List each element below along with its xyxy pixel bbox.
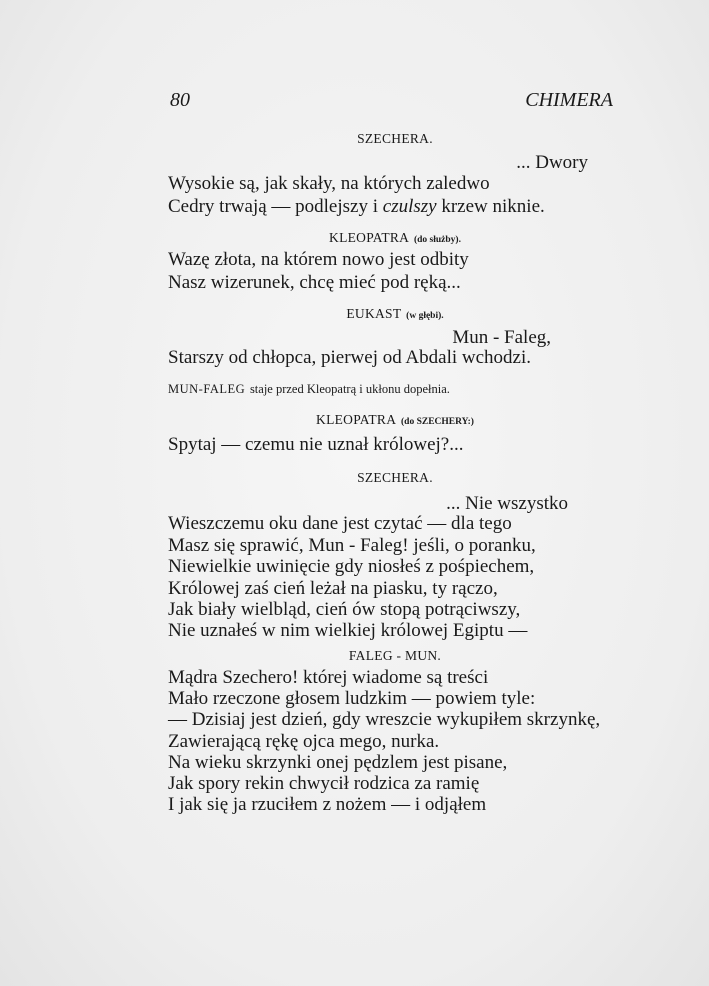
verse-line: Starszy od chłopca, pierwej od Abdali wchodzi.	[168, 347, 532, 368]
speaker-name: KLEOPATRA	[316, 412, 397, 427]
page-number: 80	[170, 89, 190, 111]
verse-line: Niewielkie uwinięcie gdy niosłeś z pośpiechem,	[168, 556, 535, 577]
verse-line: Spytaj — czemu nie uznał królowej?...	[168, 434, 464, 455]
verse-line: Mun - Faleg,	[452, 327, 551, 348]
verse-line: Masz się sprawić, Mun - Faleg! jeśli, o poranku,	[168, 535, 536, 556]
italic-word: czulszy	[382, 196, 437, 217]
speaker-heading	[0, 226, 709, 251]
verse-text: Cedry trwają — podlejszy i	[168, 196, 379, 217]
stage-text: staje przed Kleopatrą i ukłonu dopełnia.	[249, 382, 450, 396]
speaker-heading: SZECHERA.	[357, 470, 433, 485]
verse-line: — Dzisiaj jest dzień, gdy wreszcie wykupiłem skrzynkę,	[168, 709, 601, 730]
speaker-heading: SZECHERA.	[357, 131, 433, 146]
verse-text: krzew niknie.	[441, 196, 545, 217]
running-title: CHIMERA	[525, 89, 613, 111]
verse-line: Mało rzeczone głosem ludzkim — powiem tyle:	[168, 688, 536, 709]
verse-line	[168, 196, 545, 218]
verse-line: Wysokie są, jak skały, na których zaledwo	[168, 173, 490, 194]
verse-line: Mądra Szechero! której wiadome są treści	[168, 667, 489, 688]
stage-name: MUN-FALEG	[168, 382, 246, 396]
verse-line: Królowej zaś cień leżał na piasku, ty rączo,	[168, 578, 498, 599]
verse-line: Na wieku skrzynki onej pędzlem jest pisane,	[168, 752, 508, 773]
speaker-name: KLEOPATRA	[329, 230, 410, 245]
verse-line: Nasz wizerunek, chcę mieć pod ręką...	[168, 272, 461, 293]
verse-line: Jak biały wielbląd, cień ów stopą potrąciwszy,	[168, 599, 521, 620]
speaker-heading	[0, 302, 709, 327]
verse-line: Zawierającą rękę ojca mego, nurka.	[168, 731, 440, 752]
verse-line: Wieszczemu oku dane jest czytać — dla tego	[168, 513, 512, 534]
verse-line: ... Nie wszystko	[446, 493, 568, 514]
speaker-note: (w głębi).	[406, 311, 444, 321]
verse-line: Jak spory rekin chwycił rodzica za ramię	[168, 773, 480, 794]
speaker-name: EUKAST	[346, 306, 402, 321]
speaker-heading	[0, 408, 709, 433]
verse-line: I jak się ja rzuciłem z nożem — i odjąłem	[168, 794, 487, 815]
verse-line: Wazę złota, na którem nowo jest odbity	[168, 249, 469, 270]
speaker-note: (do służby).	[413, 235, 461, 245]
verse-line: Nie uznałeś w nim wielkiej królowej Egiptu —	[168, 620, 528, 641]
verse-line: ... Dwory	[516, 152, 588, 173]
speaker-note: (do SZECHERY:)	[401, 417, 474, 427]
stage-direction	[168, 377, 450, 400]
speaker-heading: FALEG - MUN.	[348, 648, 442, 663]
